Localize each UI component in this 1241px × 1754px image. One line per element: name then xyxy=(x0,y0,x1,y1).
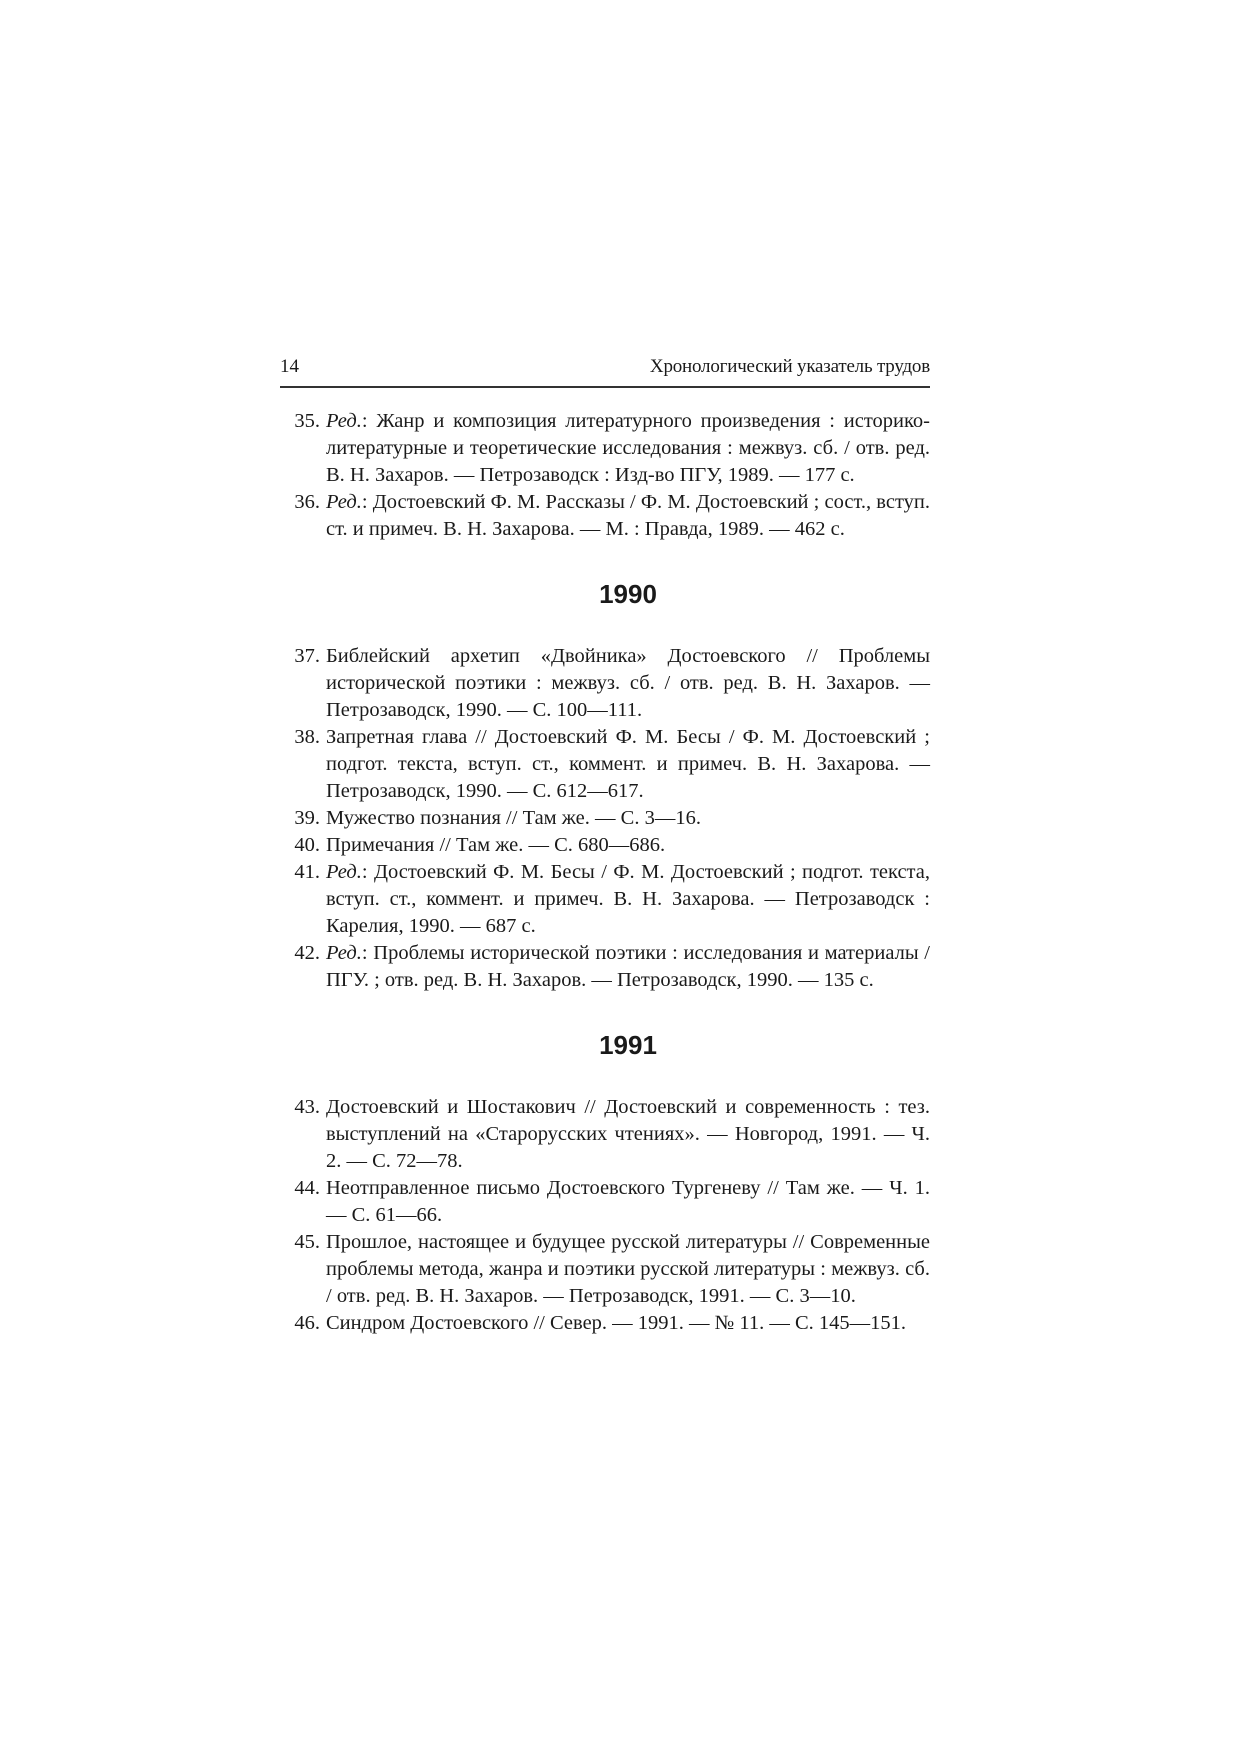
bibliography-entry xyxy=(280,1175,930,1229)
bibliography-entry xyxy=(280,1094,930,1175)
entry-number: 40. xyxy=(294,834,320,856)
entry-number: 35. xyxy=(294,410,320,432)
running-header xyxy=(280,352,930,388)
entry-number: 36. xyxy=(294,491,320,513)
entry-text: Прошлое, настоящее и будущее русской литературы // Современные проблемы метода, жанра и поэтики русской литературы : межвуз. сб. / отв. ред. В. Н. Захаров. — Петрозаводск, 1991. — С. 3—10. xyxy=(326,1231,930,1307)
entry-text: : Жанр и композиция литературного произведения : историко-литературные и теоретические исследования : межвуз. сб. / отв. ред. В. Н. Захаров. — Петрозаводск : Изд-во ПГУ, 1989. — 177 с. xyxy=(326,410,930,486)
entry-number: 45. xyxy=(294,1231,320,1253)
entry-text: : Достоевский Ф. М. Бесы / Ф. М. Достоевский ; подгот. текста, вступ. ст., коммент. и примеч. В. Н. Захарова. — Петрозаводск : Карелия, 1990. — 687 с. xyxy=(326,861,930,937)
page-number: 14 xyxy=(280,356,299,377)
bibliography-entry xyxy=(280,805,930,832)
bibliography-entry xyxy=(280,832,930,859)
bibliography-entry xyxy=(280,643,930,724)
entry-number: 38. xyxy=(294,726,320,748)
entry-prefix: Ред. xyxy=(326,410,362,432)
entry-text: Неотправленное письмо Достоевского Тургеневу // Там же. — Ч. 1. — С. 61—66. xyxy=(326,1177,930,1226)
bibliography-entry xyxy=(280,1310,930,1337)
year-heading: 1990 xyxy=(599,579,657,609)
bibliography-body xyxy=(280,408,930,1337)
entry-number: 46. xyxy=(294,1312,320,1334)
entry-prefix: Ред. xyxy=(326,491,362,513)
entry-text: : Достоевский Ф. М. Рассказы / Ф. М. Достоевский ; сост., вступ. ст. и примеч. В. Н. Захарова. — М. : Правда, 1989. — 462 с. xyxy=(326,491,930,540)
entry-number: 41. xyxy=(294,861,320,883)
entry-group xyxy=(280,408,930,543)
bibliography-entry xyxy=(280,724,930,805)
entry-group xyxy=(280,579,930,994)
bibliography-entry xyxy=(280,940,930,994)
entry-number: 37. xyxy=(294,645,320,667)
entry-text: Запретная глава // Достоевский Ф. М. Бесы / Ф. М. Достоевский ; подгот. текста, вступ. ст., коммент. и примеч. В. Н. Захарова. — Петрозаводск, 1990. — С. 612—617. xyxy=(326,726,930,802)
entry-prefix: Ред. xyxy=(326,942,362,964)
entry-text: Синдром Достоевского // Север. — 1991. — № 11. — С. 145—151. xyxy=(326,1312,907,1334)
entry-number: 44. xyxy=(294,1177,320,1199)
entry-text: Мужество познания // Там же. — С. 3—16. xyxy=(326,807,701,829)
bibliography-entry xyxy=(280,408,930,489)
entry-text: Достоевский и Шостакович // Достоевский и современность : тез. выступлений на «Старорусских чтениях». — Новгород, 1991. — Ч. 2. — С. 72—78. xyxy=(326,1096,930,1172)
running-title: Хронологический указатель трудов xyxy=(649,356,930,377)
bibliography-entry xyxy=(280,489,930,543)
entry-text: : Проблемы исторической поэтики : исследования и материалы / ПГУ. ; отв. ред. В. Н. Захаров. — Петрозаводск, 1990. — 135 с. xyxy=(326,942,930,991)
entry-number: 39. xyxy=(294,807,320,829)
entry-number: 42. xyxy=(294,942,320,964)
year-heading: 1991 xyxy=(599,1030,657,1060)
bibliography-entry xyxy=(280,1229,930,1310)
bibliography-entry xyxy=(280,859,930,940)
entry-text: Примечания // Там же. — С. 680—686. xyxy=(326,834,666,856)
entry-prefix: Ред. xyxy=(326,861,362,883)
entry-text: Библейский архетип «Двойника» Достоевского // Проблемы исторической поэтики : межвуз. сб. / отв. ред. В. Н. Захаров. — Петрозаводск, 1990. — С. 100—111. xyxy=(326,645,930,721)
entry-group xyxy=(280,1030,930,1337)
entry-number: 43. xyxy=(294,1096,320,1118)
